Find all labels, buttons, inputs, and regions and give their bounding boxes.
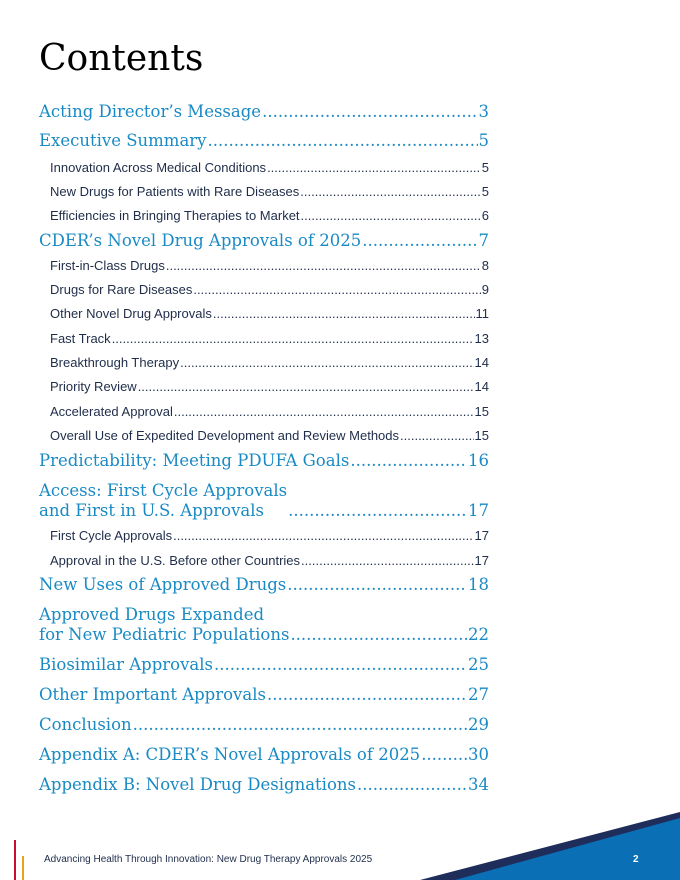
toc-entry-label-line2: for New Pediatric Populations xyxy=(39,625,290,644)
toc-page-number: 17 xyxy=(474,528,489,543)
toc-page-number: 15 xyxy=(474,404,489,419)
toc-page-number: 14 xyxy=(474,379,489,394)
toc-page-number: 30 xyxy=(468,745,489,764)
toc-entry-label: First-in-Class Drugs xyxy=(50,258,165,273)
toc-entry-label: Priority Review xyxy=(50,379,137,394)
toc-entry-label: Acting Director’s Message xyxy=(39,102,262,121)
toc-entry-label: Appendix B: Novel Drug Designations xyxy=(39,775,356,794)
footer-accent-red-line xyxy=(14,840,16,880)
footer-page-number: 2 xyxy=(633,854,639,865)
toc-entry-label: Breakthrough Therapy xyxy=(50,355,180,370)
toc-page-number: 3 xyxy=(478,102,489,121)
footer-document-title: Advancing Health Through Innovation: New Drug Therapy Approvals 2025 xyxy=(44,854,373,865)
toc-entry-label: Biosimilar Approvals xyxy=(39,655,214,674)
toc-page-number: 22 xyxy=(468,625,489,644)
toc-page-number: 11 xyxy=(475,306,489,321)
toc-page-number: 8 xyxy=(481,258,489,273)
toc-entry-label: Innovation Across Medical Conditions xyxy=(50,160,267,175)
toc-entry-label: Efficiencies in Bringing Therapies to Market xyxy=(50,208,300,223)
toc-entry-label: New Drugs for Patients with Rare Diseases xyxy=(50,184,300,199)
toc-entry-label-line1: Access: First Cycle Approvals xyxy=(39,481,288,500)
toc-entry-label: Executive Summary xyxy=(39,131,207,150)
toc-entry-label: Predictability: Meeting PDUFA Goals xyxy=(39,451,350,470)
toc-page-number: 29 xyxy=(468,715,489,734)
toc-page-number: 17 xyxy=(468,501,489,520)
page-title: Contents xyxy=(39,38,204,79)
toc-page-number: 5 xyxy=(481,160,489,175)
toc-page-number: 5 xyxy=(478,131,489,150)
toc-page-number: 18 xyxy=(468,575,489,594)
toc-page-number: 5 xyxy=(481,184,489,199)
toc-entry-label: Other Novel Drug Approvals xyxy=(50,306,212,321)
toc-entry-label: First Cycle Approvals xyxy=(50,528,173,543)
toc-entry-label: Other Important Approvals xyxy=(39,685,266,704)
toc-entry-label-line2: and First in U.S. Approvals xyxy=(39,501,264,520)
toc-page-number: 15 xyxy=(474,428,489,443)
toc-entry-label: Drugs for Rare Diseases xyxy=(50,282,193,297)
toc-entry-label: Fast Track xyxy=(50,331,111,346)
toc-entry-label: CDER’s Novel Drug Approvals of 2025 xyxy=(39,231,362,250)
toc-page-number: 16 xyxy=(468,451,489,470)
toc-page-number: 13 xyxy=(474,331,489,346)
toc-entry-label-line1: Approved Drugs Expanded xyxy=(39,605,265,624)
toc-page-number: 27 xyxy=(468,685,489,704)
toc-page-number: 6 xyxy=(481,208,489,223)
toc-page-number: 25 xyxy=(468,655,489,674)
toc-entry-label: Overall Use of Expedited Development and Review Methods xyxy=(50,428,400,443)
toc-page-number: 17 xyxy=(474,553,489,568)
toc-page-number: 7 xyxy=(478,231,489,250)
toc-entry-label: Conclusion xyxy=(39,715,132,734)
toc-entry-label: Approval in the U.S. Before other Countries xyxy=(50,553,301,568)
toc-page-number: 14 xyxy=(474,355,489,370)
toc-entry-label: New Uses of Approved Drugs xyxy=(39,575,287,594)
footer-accent-gold-line xyxy=(22,856,24,880)
toc-entry-label: Appendix A: CDER’s Novel Approvals of 2025 xyxy=(39,745,421,764)
toc-page-number: 34 xyxy=(468,775,489,794)
toc-page-number: 9 xyxy=(481,282,489,297)
toc-entry-label: Accelerated Approval xyxy=(50,404,173,419)
